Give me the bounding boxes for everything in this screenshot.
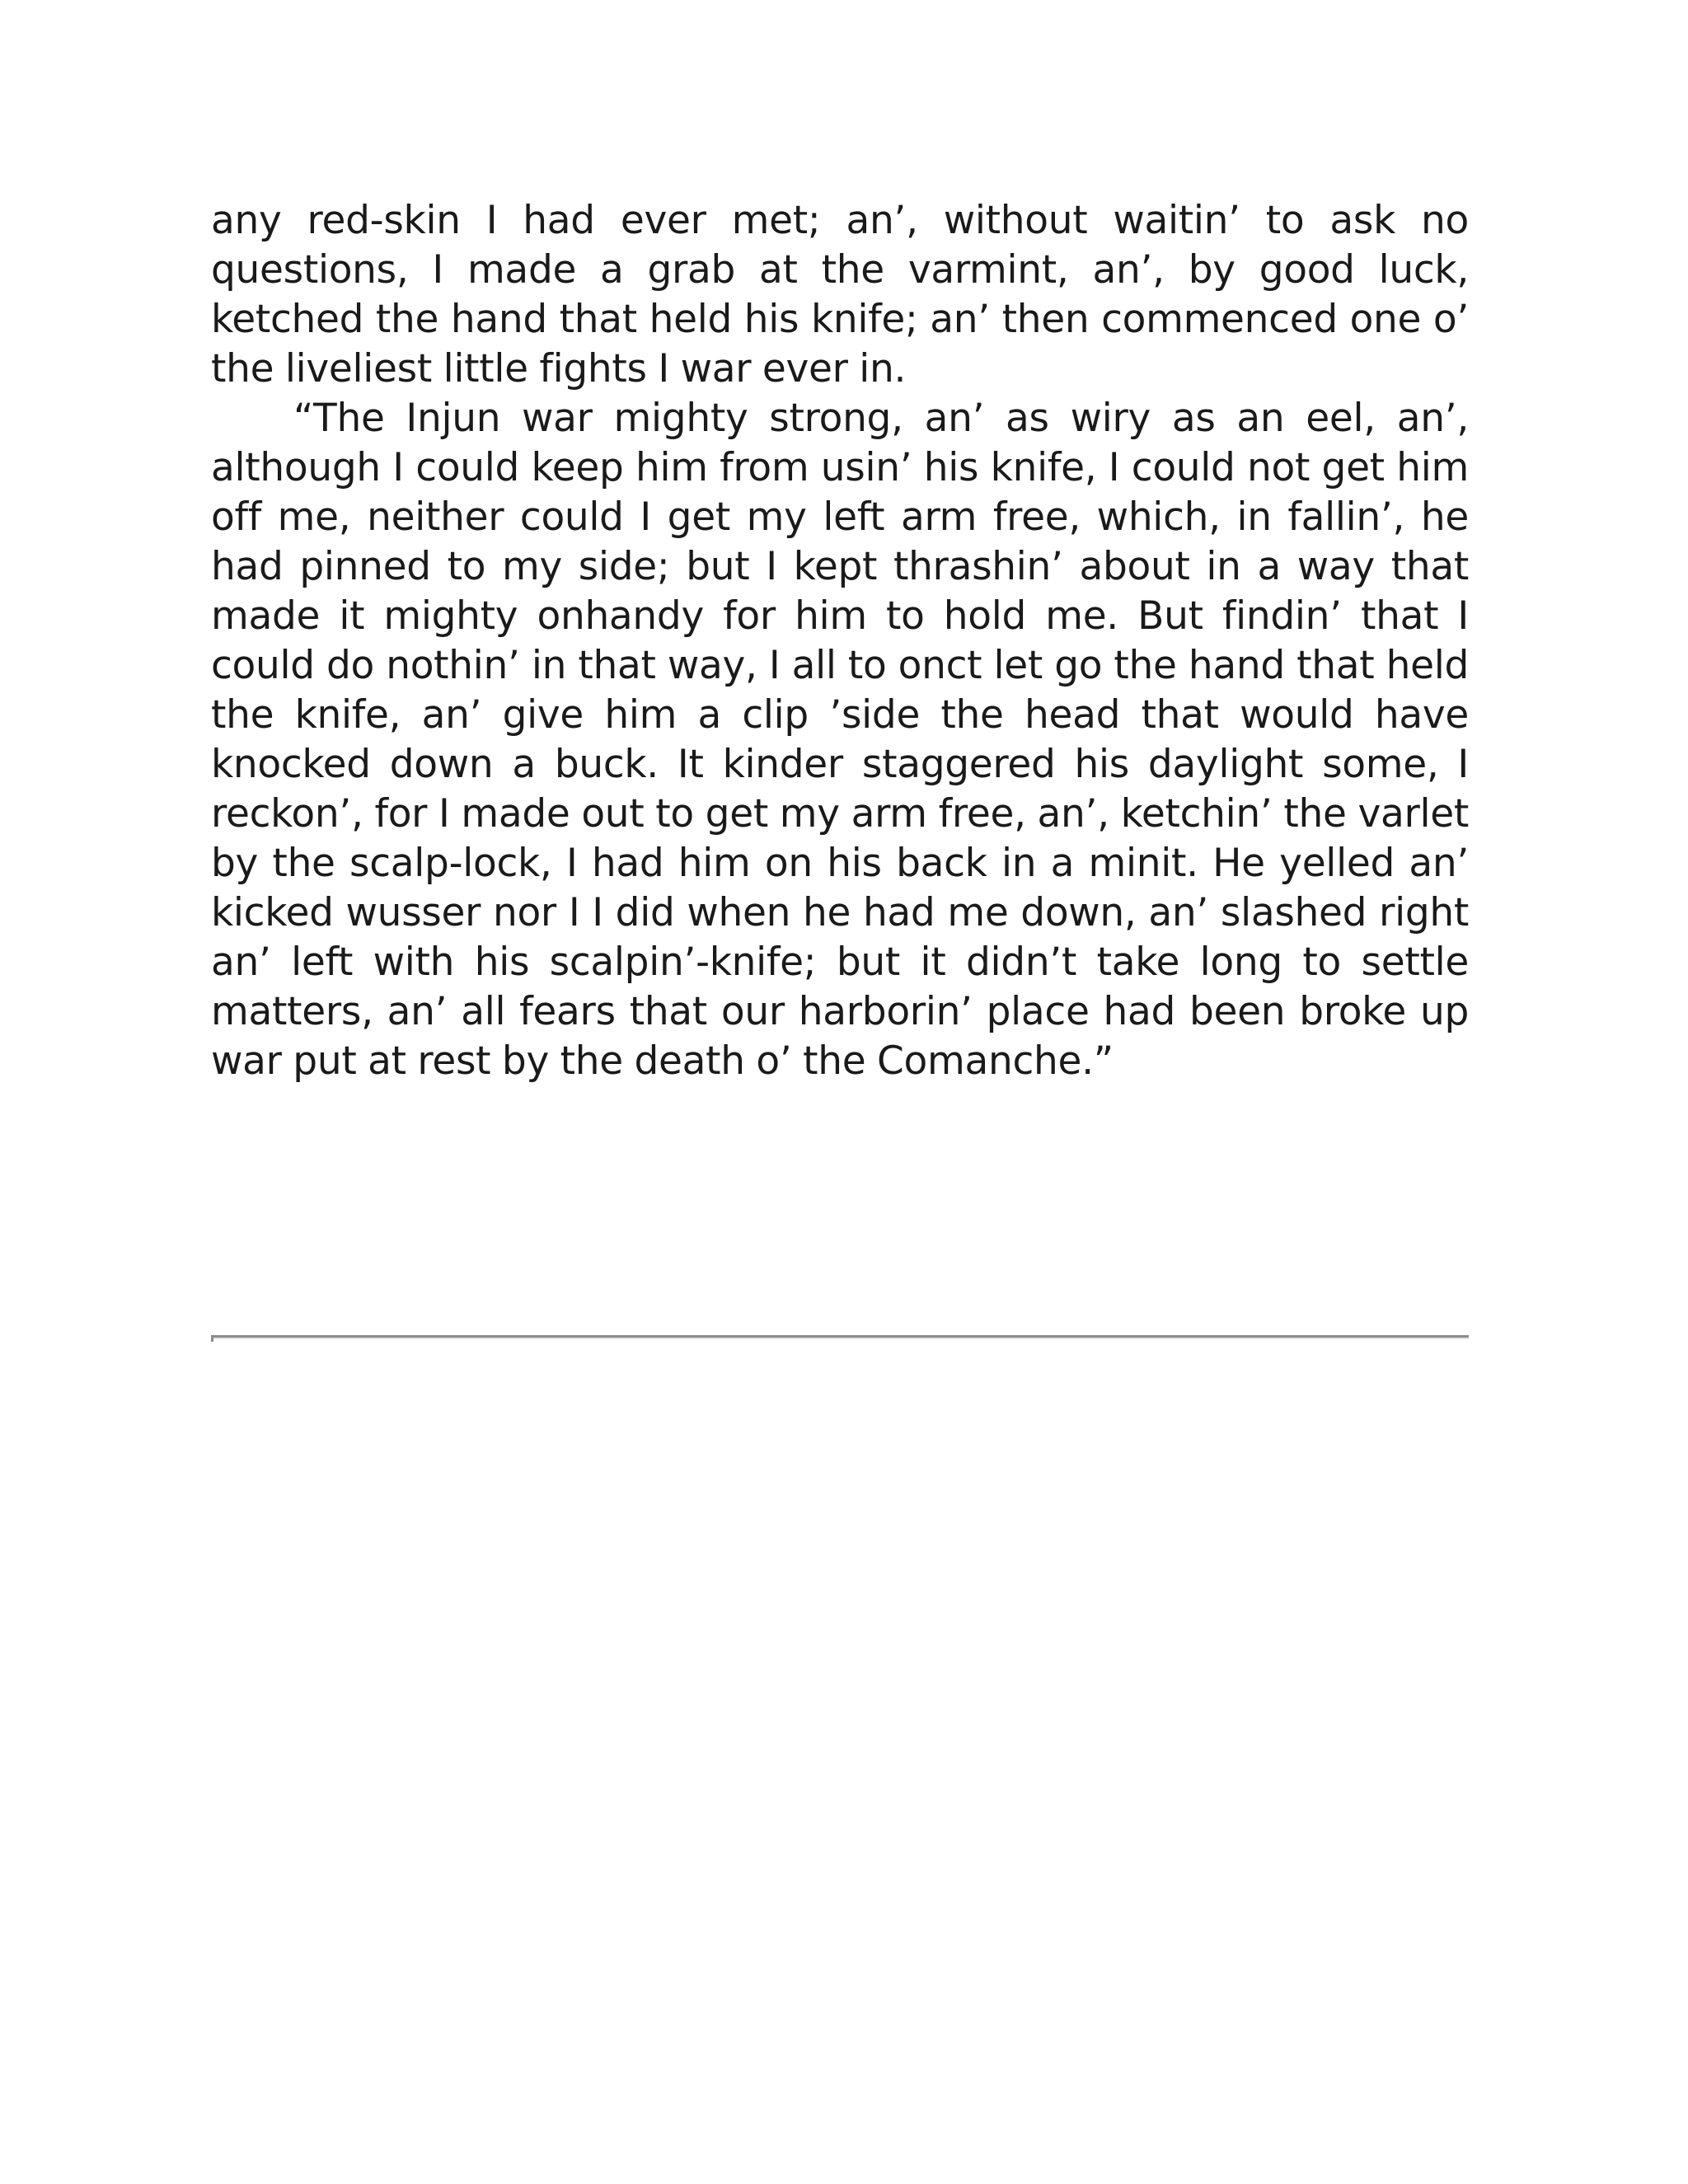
body-text [211, 196, 1469, 1086]
section-divider-tick [211, 1335, 213, 1342]
paragraph-continuation: any red-skin I had ever met; an’, without waitin’ to ask no questions, I made a grab at the varmint, an’, by good luck, ketched the hand that held his knife; an’ then commenced one o’ the liveliest little fights I war ever in. [211, 198, 1469, 391]
paragraph-dialogue: “The Injun war mighty strong, an’ as wiry as an eel, an’, although I could keep him from usin’ his knife, I could not get him off me, neither could I get my left arm free, which, in fallin’, he had pinned to my side; but I kept thrashin’ about in a way that made it mighty onhandy for him to hold me. But findin’ that I could do nothin’ in that way, I all to onct let go the hand that held the knife, an’ give him a clip ’side the head that would have knocked down a buck. It kinder staggered his daylight some, I reckon’, for I made out to get my arm free, an’, ketchin’ the varlet by the scalp-lock, I had him on his back in a minit. He yelled an’ kicked wusser nor I I did when he had me down, an’ slashed right an’ left with his scalpin’-knife; but it didn’t take long to settle matters, an’ all fears that our harborin’ place had been broke up war put at rest by the death o’ the Comanche.” [211, 396, 1469, 1084]
section-divider [211, 1335, 1469, 1339]
